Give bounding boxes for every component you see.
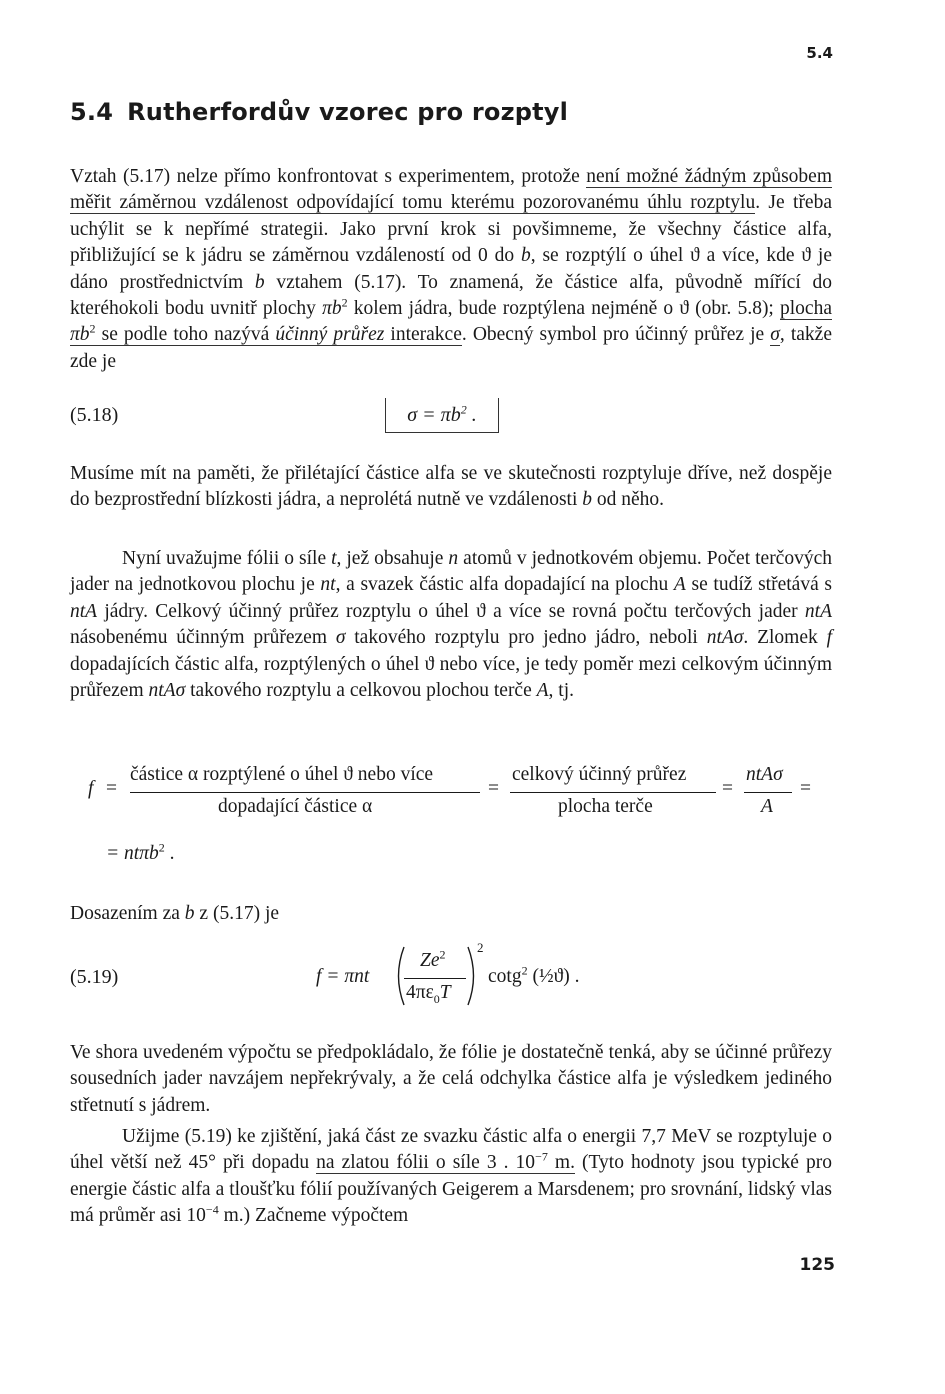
underlined-definition: plocha $\pi b^2$ se podle toho nazývá účinný průřez interakce bbox=[70, 298, 832, 346]
fraction-3-numerator: ntAσ bbox=[746, 764, 783, 785]
page: 5.4 5.4 Rutherfordův vzorec pro rozptyl Vztah (5.17) nelze přímo konfrontovat s experimentem, protože není možné žádným způsobem měřit záměrnou vzdálenost odpovídající tomu kterému pozorovanému úhlu rozptylu. Je třeba uchýlit se k nepřímé strategii. Jako první krok si povšimneme, že všechny částice alfa, přibližující se k jádru se záměrnou vzdáleností od 0 do b, se rozptýlí o úhel ϑ a více, kde ϑ je dáno prostřednictvím b vztahem (5.17). To znamená, že částice alfa, původně mířící do kteréhokoli bodu uvnitř plochy $\pi b^2$ kolem jádra, bude rozptýlena nejméně o ϑ (obr. 5.8); plocha $\pi b^2$ se podle toho nazývá účinný průřez interakce. Obecný symbol pro účinný průřez je σ, takže zde je (5.18) $\sigma = \pi b^2$ . Musíme mít na paměti, že přilétající částice alfa se ve skutečnosti rozptyluje dříve, než dospěje do bezprostřední blízkosti jádra, a neprolétá nutně ve vzdálenosti b od něho. Nyní uvažujme fólii o síle t, jež obsahuje n atomů v jednotkovém objemu. Počet terčových jader na jednotkovou plochu je nt, a svazek částic alfa dopadající na plochu A se tudíž střetává s ntA jádry. Celkový účinný průřez rozptylu o úhel ϑ a více se rovná počtu terčových jader ntA násobenému účinným průřezem σ takového rozptylu pro jedno jádro, neboli ntAσ. Zlomek f dopadajících částic alfa, rozptýlených o úhel ϑ nebo více, je tedy poměr mezi celkovým účinným průřezem ntAσ takového rozptylu a celkovou plochou terče A, tj. f = částice α rozptýlené o úhel ϑ nebo více dopadající částice α = celkový účinný průřez plocha terče = ntAσ A = = ntπb$^2$ . Dosazením za b z (5.17) je (5.19) f = πnt Ze$^2$ $4\pi\varepsilon_0T$ 2 cotg$^2$ (½ϑ) . Ve shora uvedeném výpočtu se předpokládalo, že fólie je dostatečně tenká, aby se účinné průřezy sousedních jader navzájem nepřekrývaly, a že celá odchylka částice alfa je výsledkem jediného střetnutí s jádrem. Užijme (5.19) ke zjištění, jaká část ze svazku částic alfa o energii 7,7 MeV se rozptyluje o úhel větší než 45° při dopadu na zlatou fólii o síle 3 . $10^{-7}$ m. (Tyto hodnoty jsou typické pro energie částic alfa a tloušťku fólií používaných Geigerem a Marsdenem; pro srovnání, lidský vlas má průměr asi $10^{-4}$ m.) Začneme výpočtem 125 bbox=[70, 44, 835, 1275]
heading-number: 5.4 bbox=[70, 98, 114, 126]
fraction-2-denominator: plocha terče bbox=[558, 796, 653, 817]
fraction-3-denominator: A bbox=[761, 796, 773, 817]
paragraph-foil: Nyní uvažujme fólii o síle t, jež obsahuje n atomů v jednotkovém objemu. Počet terčových jader na jednotkovou plochu je nt, a svazek částic alfa dopadající na plochu A se tudíž střetává s ntA jádry. Celkový účinný průřez rozptylu o úhel ϑ a více se rovná počtu terčových jader ntA násobenému účinným průřezem σ takového rozptylu pro jedno jádro, neboli ntAσ. Zlomek f dopadajících částic alfa, rozptýlených o úhel ϑ nebo více, je tedy poměr mezi celkovým účinným průřezem ntAσ takového rozptylu a celkovou plochou terče A, tj. bbox=[70, 548, 833, 702]
fraction-bar bbox=[404, 978, 466, 979]
fraction-2-bar bbox=[510, 792, 716, 793]
heading-title: Rutherfordův vzorec pro rozptyl bbox=[127, 98, 569, 126]
boxed-equation-5-18: $\sigma = \pi b^2$ . bbox=[385, 398, 499, 433]
fraction-2-numerator: celkový účinný průřez bbox=[512, 764, 687, 785]
fraction-denominator: $4\pi\varepsilon_0T$ bbox=[406, 982, 451, 1006]
equation-label-5-19: (5.19) bbox=[70, 966, 119, 988]
paragraph-note: Musíme mít na paměti, že přilétající částice alfa se ve skutečnosti rozptyluje dříve, než dospěje do bezprostřední blízkosti jádra, a neprolétá nutně ve vzdálenosti b od něho. bbox=[70, 463, 832, 511]
paragraph-substitution: Dosazením za b z (5.17) je bbox=[70, 903, 280, 924]
underlined-foil-thickness: na zlatou fólii o síle 3 . $10^{-7}$ m. bbox=[316, 1149, 575, 1174]
section-heading bbox=[70, 98, 568, 126]
fraction-1-denominator: dopadající částice α bbox=[218, 796, 373, 817]
fraction-1-bar bbox=[130, 792, 480, 793]
paragraph-example: Užijme (5.19) ke zjištění, jaká část ze svazku částic alfa o energii 7,7 MeV se rozptyluje o úhel větší než 45° při dopadu na zlatou fólii o síle 3 . $10^{-7}$ m. (Tyto hodnoty jsou typické pro energie částic alfa a tloušťku fólií používaných Geigerem a Marsdenem; pro srovnání, lidský vlas má průměr asi $10^{-4}$ m.) Začneme výpočtem bbox=[70, 1126, 833, 1227]
underlined-phrase: není možné žádným způsobem měřit záměrnou vzdálenost odpovídající tomu kterému pozorovanému úhlu rozptylu bbox=[70, 166, 832, 214]
page-number: 125 bbox=[799, 1255, 835, 1275]
equation-result-line: = ntπb$^2$ . bbox=[106, 840, 175, 864]
fraction-3-bar bbox=[744, 792, 792, 793]
equation-label-5-18: (5.18) bbox=[70, 404, 119, 426]
paragraph-intro: Vztah (5.17) nelze přímo konfrontovat s experimentem, protože není možné žádným způsobem měřit záměrnou vzdálenost odpovídající tomu kterému pozorovanému úhlu rozptylu. Je třeba uchýlit se k nepřímé strategii. Jako první krok si povšimneme, že všechny částice alfa, přibližující se k jádru se záměrnou vzdáleností od 0 do b, se rozptýlí o úhel ϑ a více, kde ϑ je dáno prostřednictvím b vztahem (5.17). To znamená, že částice alfa, původně mířící do kteréhokoli bodu uvnitř plochy $\pi b^2$ kolem jádra, bude rozptýlena nejméně o ϑ (obr. 5.8); plocha $\pi b^2$ se podle toho nazývá účinný průřez interakce. Obecný symbol pro účinný průřez je σ, takže zde je bbox=[70, 166, 832, 372]
paragraph-assumption: Ve shora uvedeném výpočtu se předpokládalo, že fólie je dostatečně tenká, aby se účinné průřezy sousedních jader navzájem nepřekrývaly, a že celá odchylka částice alfa je výsledkem jediného střetnutí s jádrem. bbox=[70, 1042, 832, 1116]
fraction-1-numerator: částice α rozptýlené o úhel ϑ nebo více bbox=[130, 764, 434, 785]
fraction-numerator: Ze$^2$ bbox=[420, 947, 446, 971]
running-header-section-number: 5.4 bbox=[806, 44, 833, 62]
left-parenthesis bbox=[392, 945, 406, 1007]
